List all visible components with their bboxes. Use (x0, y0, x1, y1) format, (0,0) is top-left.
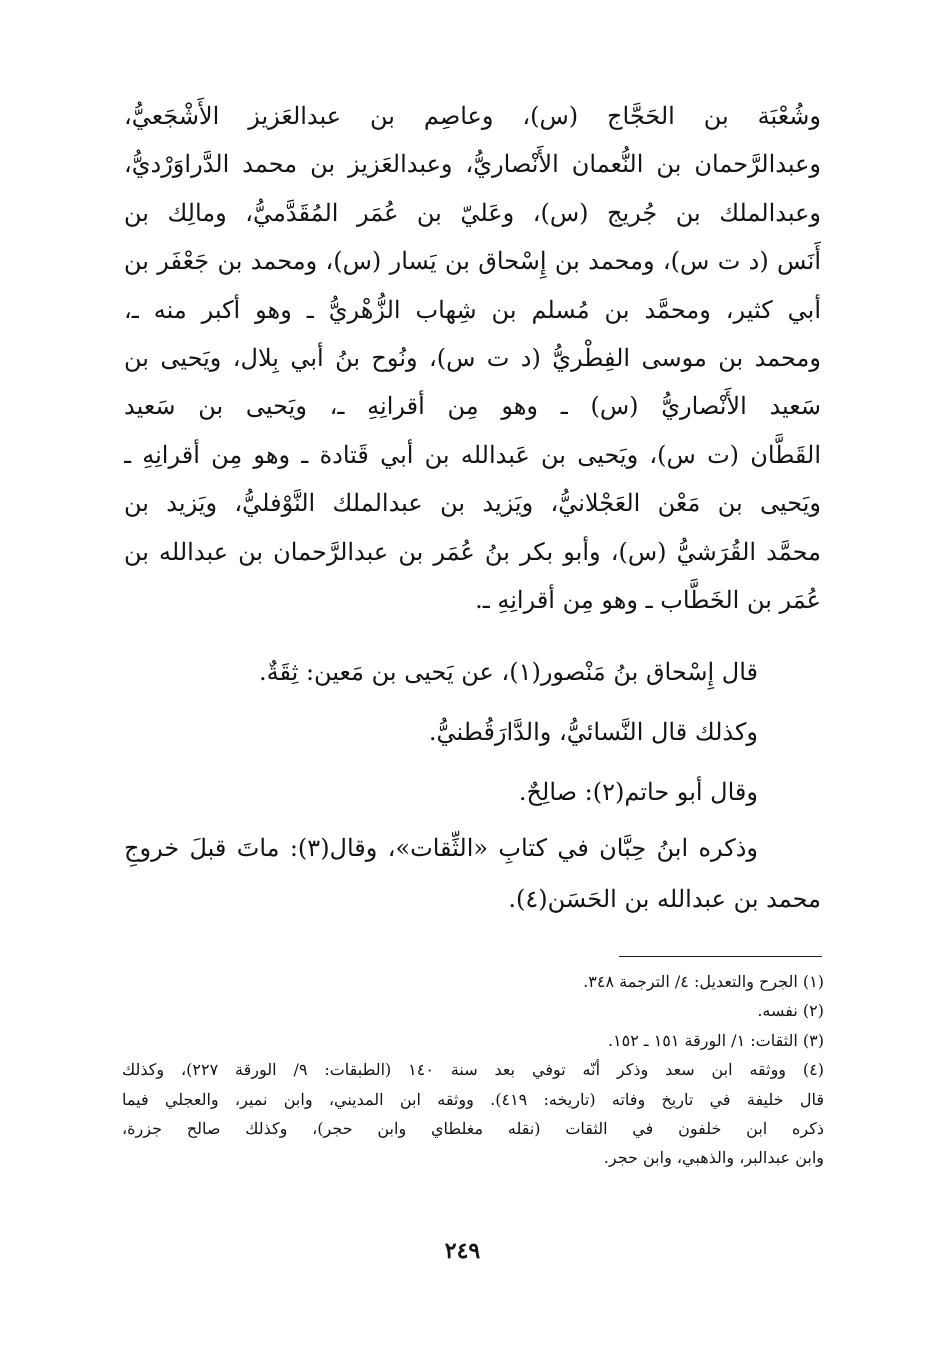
text-line: وعبدالرَّحمان بن النُّعمان الأَنْصاريُّ، وعبدالعَزيز بن محمد الدَّراوَرْديُّ، (124, 150, 821, 179)
quote-paragraph-continuation: محمد بن عبدالله بن الحَسَن(٤). (508, 885, 821, 913)
footnote-4: (٤) ووثقه ابن سعد وذكر أنّه توفي بعد سنة ١٤٠ (الطبقات: ٩/ الورقة ٢٢٧)، وكذلك (122, 1060, 824, 1080)
footnote-4-continuation: وابن عبدالبر، والذهبي، وابن حجر. (603, 1148, 824, 1168)
text-line: وشُعْبَة بن الحَجَّاج (س)، وعاصِم بن عبدالعَزيز الأَشْجَعيُّ، (124, 102, 821, 130)
quote-paragraph: قال إِسْحاق بنُ مَنْصور(١)، عن يَحيى بن مَعين: ثِقَةٌ. (259, 658, 758, 686)
text-line: سَعيد الأَنْصاريُّ (س) ـ وهو مِن أقرانِهِ ـ، ويَحيى بن سَعيد (124, 392, 821, 421)
footnote-separator (619, 956, 822, 957)
text-line: وعبدالملك بن جُريج (س)، وعَليّ بن عُمَر المُقَدَّميُّ، ومالِك بن (124, 198, 821, 227)
main-text-block (124, 92, 821, 624)
text-line: محمَّد القُرَشيُّ (س)، وأبو بكر بنُ عُمَر بن عبدالرَّحمان بن عبدالله بن (124, 537, 821, 566)
text-line: ومحمد بن موسى الفِطْريُّ (د ت س)، ونُوح بنُ أبي بِلال، ويَحيى بن (124, 343, 821, 372)
text-line: ويَحيى بن مَعْن العَجْلانيُّ، ويَزيد بن عبدالملك النَّوْفليُّ، ويَزيد بن (124, 489, 821, 518)
quote-paragraph: وقال أبو حاتم(٢): صالِحٌ. (518, 778, 758, 806)
footnote-1: (١) الجرح والتعديل: ٤/ الترجمة ٣٤٨. (583, 972, 824, 991)
footnotes-block (122, 967, 824, 1173)
text-line: أبي كثير، ومحمَّد بن مُسلم بن شِهاب الزُّهْريُّ ـ وهو أكبر منه ـ، (124, 295, 821, 324)
quotes-block (124, 642, 821, 924)
quote-paragraph: وكذلك قال النَّسائيُّ، والدَّارَقُطنيُّ. (428, 718, 758, 746)
text-line: عُمَر بن الخَطَّاب ـ وهو مِن أقرانِهِ ـ. (475, 585, 821, 614)
quote-paragraph: وذكره ابنُ حِبَّان في كتابِ «الثِّقات»، وقال(٣): ماتَ قبلَ خروجِ (124, 834, 758, 862)
text-line: أَنَس (د ت س)، ومحمد بن إِسْحاق بن يَسار (س)، ومحمد بن جَعْفَر بن (124, 247, 821, 276)
page-number: ٢٤٩ (444, 1238, 481, 1264)
footnote-4-continuation: ذكره ابن خلفون في الثقات (نقله مغلطاي وابن حجر)، وكذلك صالح جزرة، (122, 1118, 824, 1138)
text-line: القَطَّان (ت س)، ويَحيى بن عَبدالله بن أبي قَتادة ـ وهو مِن أقرانِهِ ـ (124, 440, 821, 469)
footnote-2: (٢) نفسه. (757, 1001, 824, 1021)
footnote-4-continuation: قال خليفة في تاريخ وفاته (تاريخه: ٤١٩). ووثقه ابن المديني، وابن نمير، والعجلي فيما (122, 1089, 824, 1109)
footnote-3: (٣) الثقات: ١/ الورقة ١٥١ ـ ١٥٢. (607, 1030, 824, 1050)
